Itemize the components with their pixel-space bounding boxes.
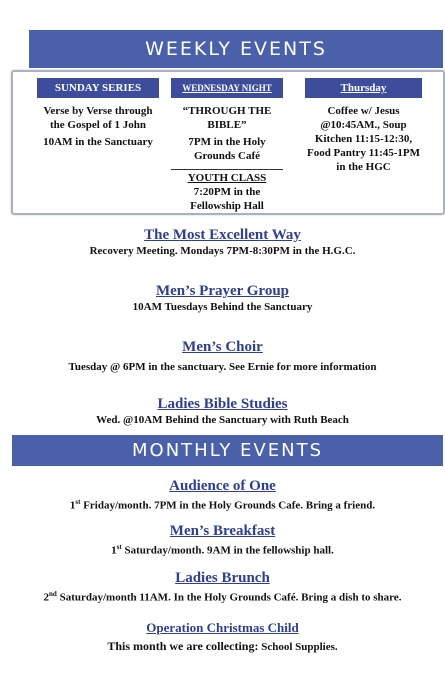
- wednesday-night-topic: “THROUGH THE BIBLE”: [182, 105, 272, 131]
- thursday-column: [305, 78, 422, 177]
- weekly-events-banner: WEEKLY EVENTS: [29, 30, 443, 68]
- event-title: The Most Excellent Way: [144, 227, 301, 243]
- event-description: Tuesday @ 6PM in the sanctuary. See Ernie for more information: [68, 361, 377, 373]
- event-description: 2nd Saturday/month 11AM. In the Holy Grounds Café. Bring a dish to share.: [43, 590, 402, 604]
- event-title: Ladies Bible Studies: [157, 396, 288, 412]
- monthly-event: [0, 477, 445, 513]
- weekly-event: [0, 226, 445, 258]
- weekly-event: [0, 395, 445, 427]
- youth-class-header: YOUTH CLASS: [171, 169, 283, 185]
- sunday-series-topic: Verse by Verse through the Gospel of 1 John: [43, 105, 153, 131]
- event-title: Men’s Breakfast: [169, 523, 276, 539]
- wednesday-night-column: [171, 78, 283, 216]
- event-description: 1st Friday/month. 7PM in the Holy Grounds Cafe. Bring a friend.: [69, 498, 376, 512]
- operation-christmas-child: [0, 619, 445, 654]
- event-description: Wed. @10AM Behind the Sanctuary with Ruth Beach: [96, 414, 349, 426]
- event-description: Recovery Meeting. Mondays 7PM-8:30PM in the H.G.C.: [89, 245, 356, 257]
- event-title: Men’s Choir: [182, 339, 263, 355]
- sunday-series-time: 10AM in the Sanctuary: [43, 136, 153, 148]
- collection-line: [0, 639, 445, 654]
- monthly-event: [0, 569, 445, 605]
- thursday-header: Thursday: [305, 78, 422, 98]
- youth-class-time: 7:20PM in the Fellowship Hall: [190, 186, 264, 212]
- wednesday-night-header: WEDNESDAY NIGHT: [171, 78, 283, 98]
- event-title: Ladies Brunch: [175, 570, 270, 586]
- event-description: 1st Saturday/month. 9AM in the fellowship hall.: [111, 543, 334, 557]
- sunday-series-header: SUNDAY SERIES: [37, 78, 159, 98]
- event-description: 10AM Tuesdays Behind the Sanctuary: [132, 301, 313, 313]
- sunday-series-column: [37, 78, 159, 152]
- weekly-event: [0, 338, 445, 374]
- event-title: Men’s Prayer Group: [155, 283, 290, 299]
- wednesday-night-time: 7PM in the Holy Grounds Café: [188, 136, 266, 162]
- collection-item: School Supplies.: [258, 641, 338, 653]
- thursday-schedule: Coffee w/ Jesus @10:45AM., Soup Kitchen 11:15-12:30, Food Pantry 11:45-1PM in the HGC: [306, 105, 421, 173]
- collection-lead: This month we are collecting:: [107, 639, 259, 653]
- event-title: Audience of One: [169, 478, 276, 494]
- event-title: Operation Christmas Child: [146, 620, 299, 635]
- weekly-schedule-box: [11, 70, 445, 215]
- weekly-event: [0, 282, 445, 314]
- monthly-event: [0, 522, 445, 558]
- monthly-events-banner: MONTHLY EVENTS: [12, 435, 443, 466]
